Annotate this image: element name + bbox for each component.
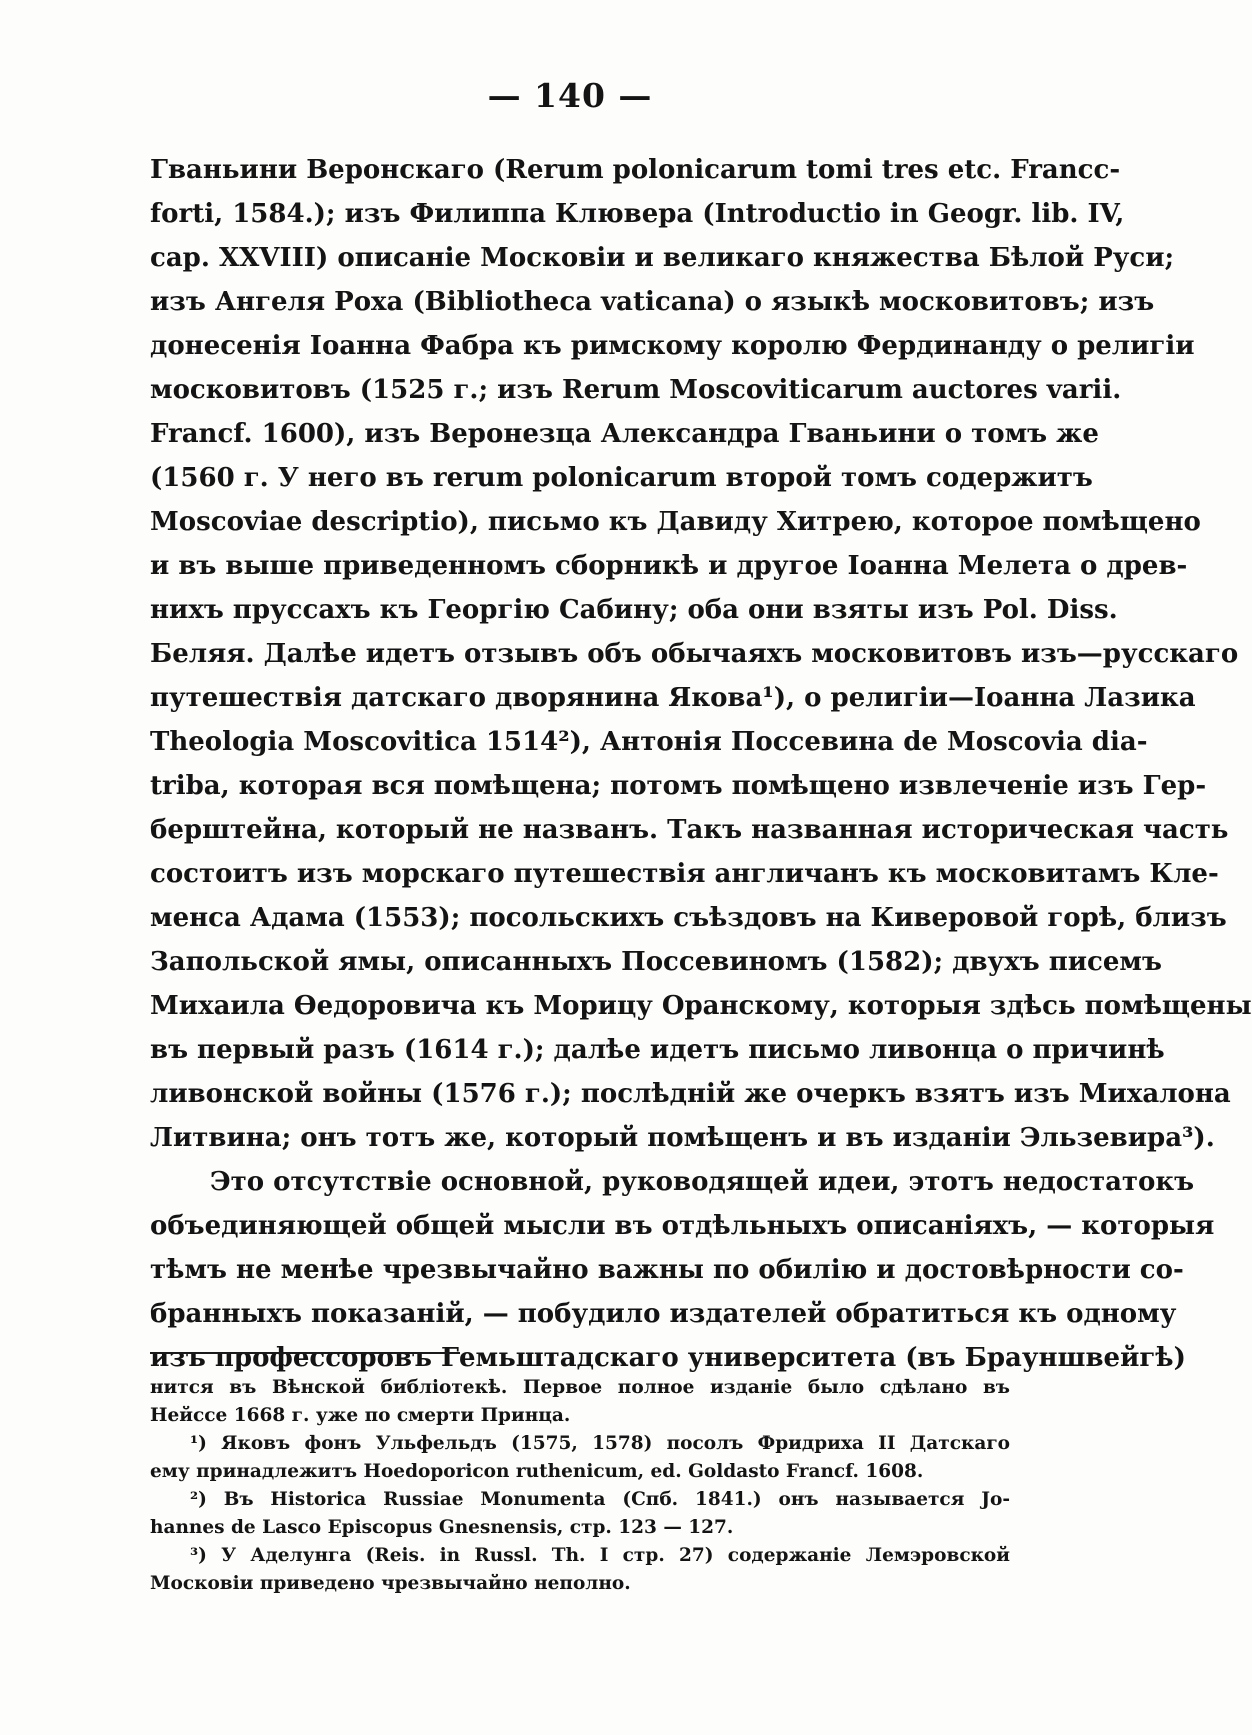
- text-line: Литвина; онъ тотъ же, который помѣщенъ и въ изданіи Эльзевира³).: [150, 1123, 1215, 1153]
- text-line: донесенія Іоанна Фабра къ римскому королю Фердинанду о религіи: [150, 331, 1195, 361]
- text-line: въ первый разъ (1614 г.); далѣе идетъ письмо ливонца о причинѣ: [150, 1035, 1165, 1065]
- text-line: изъ профессоровъ Гемьштадскаго университета (въ Брауншвейгѣ): [150, 1343, 1186, 1373]
- text-line: Беляя. Далѣе идетъ отзывъ объ обычаяхъ московитовъ изъ—русскаго: [150, 639, 1239, 669]
- footnote-line: ¹) Яковъ фонъ Ульфельдъ (1575, 1578) посолъ Фридриха II Датскаго: [190, 1433, 1010, 1454]
- text-line: путешествія датскаго дворянина Якова¹), о религіи—Іоанна Лазика: [150, 683, 1196, 713]
- text-line: берштейна, который не названъ. Такъ названная историческая часть: [150, 815, 1229, 845]
- footnote-line: hannes de Lasco Episcopus Gnesnensis, стр. 123 — 127.: [150, 1517, 734, 1538]
- footnote-divider: [150, 1352, 460, 1354]
- text-line: ливонской войны (1576 г.); послѣдній же очеркъ взятъ изъ Михалона: [150, 1079, 1231, 1109]
- footnote-line: нится въ Вѣнской библіотекѣ. Первое полное изданіе было сдѣлано въ: [150, 1377, 1010, 1398]
- text-line: изъ Ангеля Роха (Bibliotheca vaticana) о языкѣ московитовъ; изъ: [150, 287, 1155, 317]
- page-number: — 140 —: [487, 76, 653, 115]
- footnote-line: Нейссе 1668 г. уже по смерти Принца.: [150, 1405, 571, 1426]
- text-line: и въ выше приведенномъ сборникѣ и другое Іоанна Мелета о древ-: [150, 551, 1188, 581]
- text-line: Гваньини Веронскаго (Rerum polonicarum tomi tres etc. Francc-: [150, 155, 1121, 185]
- text-line: triba, которая вся помѣщена; потомъ помѣщено извлеченіе изъ Гер-: [150, 771, 1207, 801]
- footnote-line: ему принадлежитъ Hoedoporicon ruthenicum, ed. Goldasto Francf. 1608.: [150, 1461, 924, 1482]
- text-line: Francf. 1600), изъ Веронезца Александра Гваньини о томъ же: [150, 419, 1099, 449]
- footnote-line: Московіи приведено чрезвычайно неполно.: [150, 1573, 631, 1594]
- footnotes: [150, 1374, 1010, 1598]
- text-line: московитовъ (1525 г.; изъ Rerum Moscoviticarum auctores varii.: [150, 375, 1122, 405]
- main-text: [150, 148, 1252, 1380]
- text-line: Запольской ямы, описанныхъ Поссевиномъ (1582); двухъ писемъ: [150, 947, 1162, 977]
- text-line: Moscoviae descriptio), письмо къ Давиду Хитрею, которое помѣщено: [150, 507, 1201, 537]
- text-line: тѣмъ не менѣе чрезвычайно важны по обилію и достовѣрности со-: [150, 1255, 1184, 1285]
- text-line: forti, 1584.); изъ Филиппа Клювера (Introductio in Geogr. lib. IV,: [150, 199, 1125, 229]
- text-line: менса Адама (1553); посольскихъ съѣздовъ на Киверовой горѣ, близъ: [150, 903, 1227, 933]
- text-line: нихъ пруссахъ къ Георгію Сабину; оба они взяты изъ Pol. Diss.: [150, 595, 1118, 625]
- text-line: объединяющей общей мысли въ отдѣльныхъ описаніяхъ, — которыя: [150, 1211, 1215, 1241]
- text-line: Это отсутствіе основной, руководящей идеи, этотъ недостатокъ: [210, 1167, 1195, 1197]
- footnote-line: ³) У Аделунга (Reis. in Russl. Th. I стр. 27) содержаніе Лемэровской: [190, 1545, 1010, 1566]
- text-line: Михаила Ѳедоровича къ Морицу Оранскому, которыя здѣсь помѣщены: [150, 991, 1252, 1021]
- text-line: cap. XXVIII) описаніе Московіи и великаго княжества Бѣлой Руси;: [150, 243, 1175, 273]
- text-line: (1560 г. У него въ rerum polonicarum второй томъ содержитъ: [150, 463, 1093, 493]
- footnote-line: ²) Въ Historica Russiae Monumenta (Спб. 1841.) онъ называется Jo-: [190, 1489, 1010, 1510]
- text-line: Theologia Moscovitica 1514²), Антонія Поссевина de Moscovia dia-: [150, 727, 1148, 757]
- text-line: бранныхъ показаній, — побудило издателей обратиться къ одному: [150, 1299, 1177, 1329]
- text-line: состоитъ изъ морскаго путешествія англичанъ къ московитамъ Кле-: [150, 859, 1219, 889]
